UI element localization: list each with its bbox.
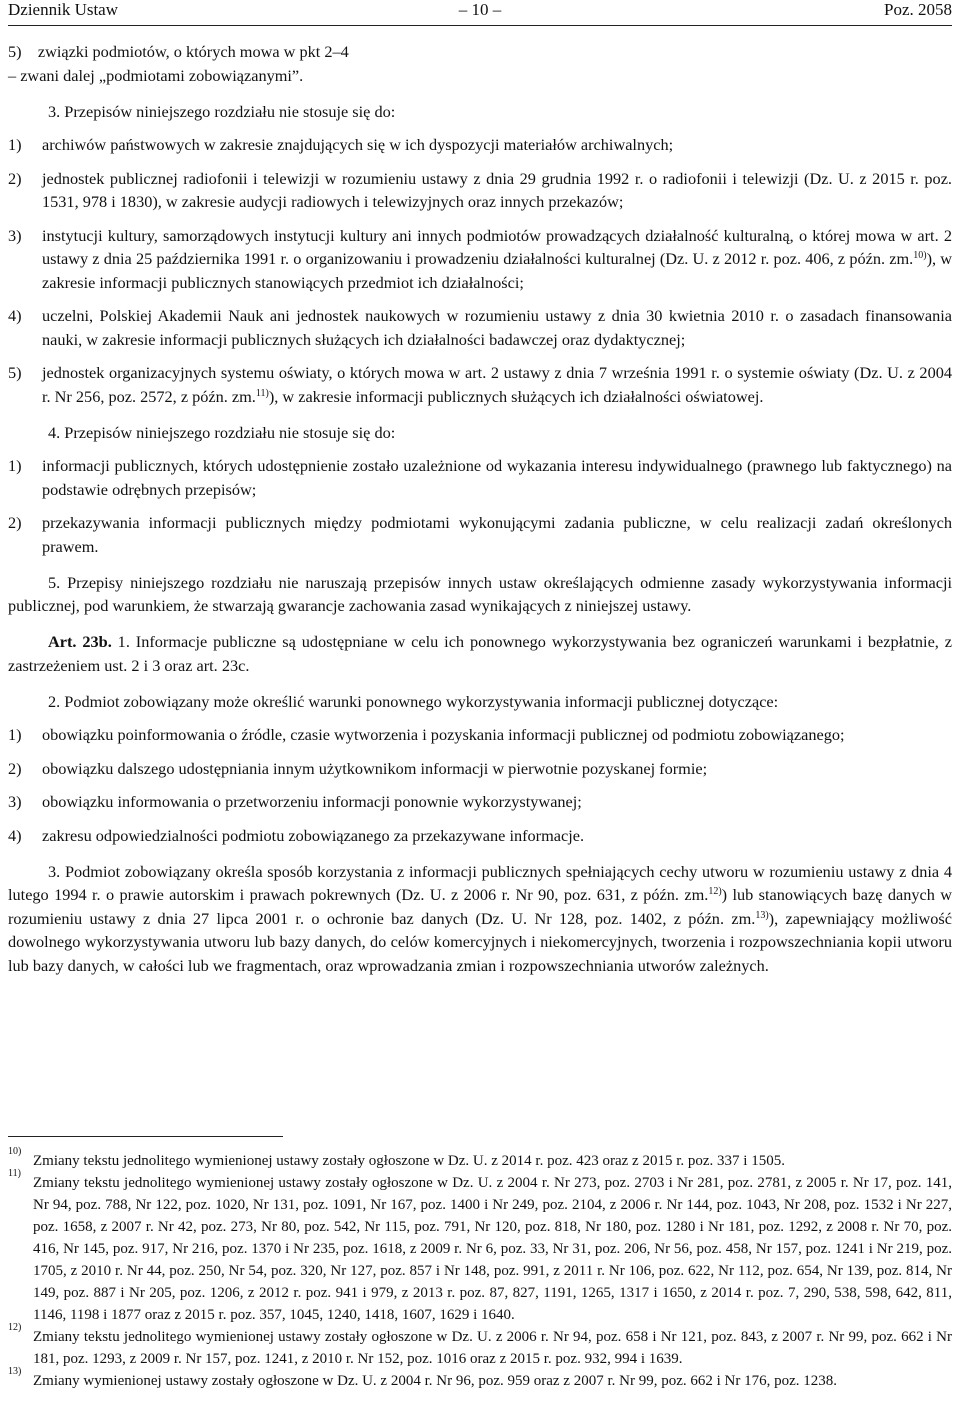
paragraph-text-end: ), zapewniający możliwość dowolnego wykorzystywania utworu lub bazy danych, do celów komercyjnych i niekomercyjnych, tworzenia i rozpowszechniania kopii utworu lub bazy danych, w całości lub we fragmentach, oraz wprowadzania zmian i rozpowszechniania utworów zależnych. (8, 908, 952, 975)
header-rule (8, 25, 952, 26)
page-number: – 10 – (458, 0, 502, 19)
footnote-number: 11) (8, 1168, 21, 1179)
item-number: 3) (8, 225, 22, 245)
item-text: jednostek organizacyjnych systemu oświaty, o których mowa w art. 2 ustawy z dnia 7 września 1991 r. o systemie oświaty (Dz. U. z 2004 r. Nr 256, poz. 2572, z późn. zm. (42, 363, 952, 406)
footnote-number: 12) (8, 1322, 22, 1333)
footnote-ref-10: 10) (913, 250, 927, 261)
item-text-cont: ), w zakresie informacji publicznych stanowiących przedmiot ich działalności; (42, 249, 952, 292)
item-text-cont: ), w zakresie informacji publicznych służących ich działalności oświatowej. (268, 386, 764, 406)
item-number: 2) (8, 168, 22, 188)
journal-title: Dziennik Ustaw (8, 0, 119, 19)
section-4-item-1 (8, 454, 952, 501)
item-text: archiwów państwowych w zakresie znajdujących się w ich dyspozycji materiałów archiwalnych; (42, 135, 674, 154)
article-section-3-paragraph (8, 860, 952, 978)
article-item-1 (8, 723, 952, 747)
footnote-12 (8, 1322, 952, 1370)
item-number: 4) (8, 825, 22, 845)
article-section-2-intro: 2. Podmiot zobowiązany może określić warunki ponownego wykorzystywania informacji publicznej dotyczące: (48, 691, 779, 711)
item-number: 4) (8, 306, 22, 325)
defined-term-line: – zwani dalej „podmiotami zobowiązanymi”. (8, 65, 304, 85)
item-text: jednostek publicznej radiofonii i telewizji w rozumieniu ustawy z dnia 29 grudnia 1992 r. o radiofonii i telewizji (Dz. U. z 2015 r. poz. 1531, 978 i 1830), w zakresie audycji radiowych i telewizyjnych oraz innych przekazów; (42, 168, 952, 211)
section-3-item-3 (8, 224, 952, 295)
footnote-ref-12: 12) (708, 886, 722, 897)
article-item-4 (8, 824, 952, 848)
article-23b-paragraph (8, 630, 952, 677)
article-label: Art. 23b. (48, 632, 112, 651)
item-number: 5) (8, 363, 22, 382)
item-number: 2) (8, 513, 22, 532)
item-number: 3) (8, 792, 22, 811)
footnote-13 (8, 1366, 952, 1392)
paragraph-text-cont: ) lub stanowiących bazę danych w rozumieniu ustawy z dnia 27 lipca 2001 r. o ochronie baz danych (Dz. U. Nr 128, poz. 1402, z późn. zm. (8, 885, 952, 928)
footnote-number: 13) (8, 1366, 22, 1377)
item-number: 1) (8, 456, 22, 475)
point-5-text: 5) związki podmiotów, o których mowa w pkt 2–4 (8, 42, 349, 61)
position-number: Poz. 2058 (884, 0, 952, 19)
item-text: uczelni, Polskiej Akademii Nauk ani jednostek naukowych w rozumieniu ustawy z dnia 30 kwietnia 2010 r. o zasadach finansowania nauki, w zakresie informacji publicznych służących ich działalności badawczej oraz dydaktycznej; (42, 306, 952, 349)
footnote-ref-11: 11) (255, 387, 269, 399)
article-text: 1. Informacje publiczne są udostępniane w celu ich ponownego wykorzystywania bez ograniczeń warunkami i bezpłatnie, z zastrzeżeniem ust. 2 i 3 oraz art. 23c. (8, 632, 952, 675)
section-4-intro: 4. Przepisów niniejszego rozdziału nie stosuje się do: (48, 422, 396, 442)
section-3-intro: 3. Przepisów niniejszego rozdziału nie stosuje się do: (48, 101, 396, 121)
footnote-ref-13: 13) (755, 909, 769, 921)
article-item-2 (8, 757, 952, 781)
item-number: 2) (8, 758, 22, 778)
footnotes (8, 1146, 952, 1392)
footnote-text: Zmiany tekstu jednolitego wymienionej ustawy zostały ogłoszone w Dz. U. z 2006 r. Nr 94, poz. 658 i Nr 121, poz. 843, z 2007 r. Nr 99, poz. 662 i Nr 181, poz. 1293, z 2009 r. Nr 157, poz. 1241, z 2010 r. Nr 152, poz. 1016 oraz z 2015 r. poz. 932, 994 i 1639. (33, 1329, 952, 1367)
footnote-text: Zmiany tekstu jednolitego wymienionej ustawy zostały ogłoszone w Dz. U. z 2014 r. poz. 423 oraz z 2015 r. poz. 337 i 1505. (33, 1153, 785, 1169)
section-5-paragraph: 5. Przepisy niniejszego rozdziału nie naruszają przepisów innych ustaw określających odmienne zasady wykorzystywania informacji publicznej, pod warunkiem, że stwarzają gwarancje zachowania zasad wynikających z niniejszej ustawy. (8, 572, 952, 615)
item-number: 1) (8, 725, 22, 744)
section-4-item-2 (8, 511, 952, 558)
footnote-text: Zmiany wymienionej ustawy zostały ogłoszone w Dz. U. z 2004 r. Nr 96, poz. 959 oraz z 2007 r. Nr 99, poz. 662 i Nr 176, poz. 1238. (33, 1373, 838, 1389)
section-3-item-1 (8, 133, 952, 157)
footnote-11 (8, 1168, 952, 1326)
item-text: obowiązku dalszego udostępniania innym użytkownikom informacji w pierwotnie pozyskanej formie; (42, 758, 708, 778)
footnote-text: Zmiany tekstu jednolitego wymienionej ustawy zostały ogłoszone w Dz. U. z 2004 r. Nr 273, poz. 2703 i Nr 281, poz. 2781, z 2005 r. Nr 17, poz. 141, Nr 94, poz. 788, Nr 122, poz. 1020, Nr 131, poz. 1091, Nr 167, poz. 1400 i Nr 249, poz. 2104, z 2006 r. Nr 144, poz. 1043, Nr 208, poz. 1532 i Nr 227, poz. 1658, z 2007 r. Nr 42, poz. 273, Nr 80, poz. 542, Nr 115, poz. 791, Nr 120, poz. 818, Nr 180, poz. 1280 i Nr 181, poz. 1292, z 2008 r. Nr 70, poz. 416, Nr 145, poz. 917, Nr 216, poz. 1370 i Nr 235, poz. 1618, z 2009 r. Nr 6, poz. 33, Nr 31, poz. 206, Nr 56, poz. 458, Nr 157, poz. 1241 i Nr 219, poz. 1705, z 2010 r. Nr 44, poz. 250, Nr 54, poz. 320, Nr 127, poz. 857 i Nr 148, poz. 991, z 2011 r. Nr 106, poz. 622, Nr 112, poz. 654, Nr 139, poz. 814, Nr 149, poz. 887 i Nr 205, poz. 1206, z 2012 r. poz. 941 i 979, z 2013 r. poz. 87, 827, 1191, 1265, 1317 i 1650, z 2014 r. poz. 7, 290, 538, 598, 642, 811, 1146, 1198 i 1877 oraz z 2015 r. poz. 357, 1045, 1240, 1418, 1607, 1629 i 1640. (33, 1175, 952, 1323)
footnote-rule (8, 1136, 283, 1137)
item-text: obowiązku poinformowania o źródle, czasie wytworzenia i pozyskania informacji publicznej od podmiotu zobowiązanego; (42, 725, 845, 744)
paragraph-text: 3. Podmiot zobowiązany określa sposób korzystania z informacji publicznych spełniających cechy utworu w rozumieniu ustawy z dnia 4 lutego 1994 r. o prawie autorskim i prawach pokrewnych (Dz. U. z 2006 r. Nr 90, poz. 631, z późn. zm. (8, 861, 952, 904)
footnote-10 (8, 1146, 952, 1172)
item-text: informacji publicznych, których udostępnienie zostało uzależnione od wykazania interesu indywidualnego (prawnego lub faktycznego) na podstawie odrębnych przepisów; (42, 456, 952, 499)
section-3-item-5 (8, 361, 952, 408)
page-header (8, 0, 952, 25)
section-3-item-4 (8, 304, 952, 351)
section-3-item-2 (8, 167, 952, 214)
main-text (8, 40, 952, 977)
item-number: 1) (8, 135, 22, 154)
item-text: instytucji kultury, samorządowych instytucji kultury ani innych podmiotów prowadzących działalność kulturalną, o której mowa w art. 2 ustawy z dnia 25 października 1991 r. o organizowaniu i prowadzeniu działalności kulturalnej (Dz. U. z 2012 r. poz. 406, z późn. zm. (42, 225, 952, 268)
footnote-number: 10) (8, 1146, 22, 1157)
item-text: przekazywania informacji publicznych między podmiotami wykonującymi zadania publiczne, w celu realizacji zadań określonych prawem. (42, 513, 952, 556)
item-text: zakresu odpowiedzialności podmiotu zobowiązanego za przekazywane informacje. (42, 825, 585, 845)
item-text: obowiązku informowania o przetworzeniu informacji ponownie wykorzystywanej; (42, 792, 582, 811)
article-item-3 (8, 790, 952, 814)
